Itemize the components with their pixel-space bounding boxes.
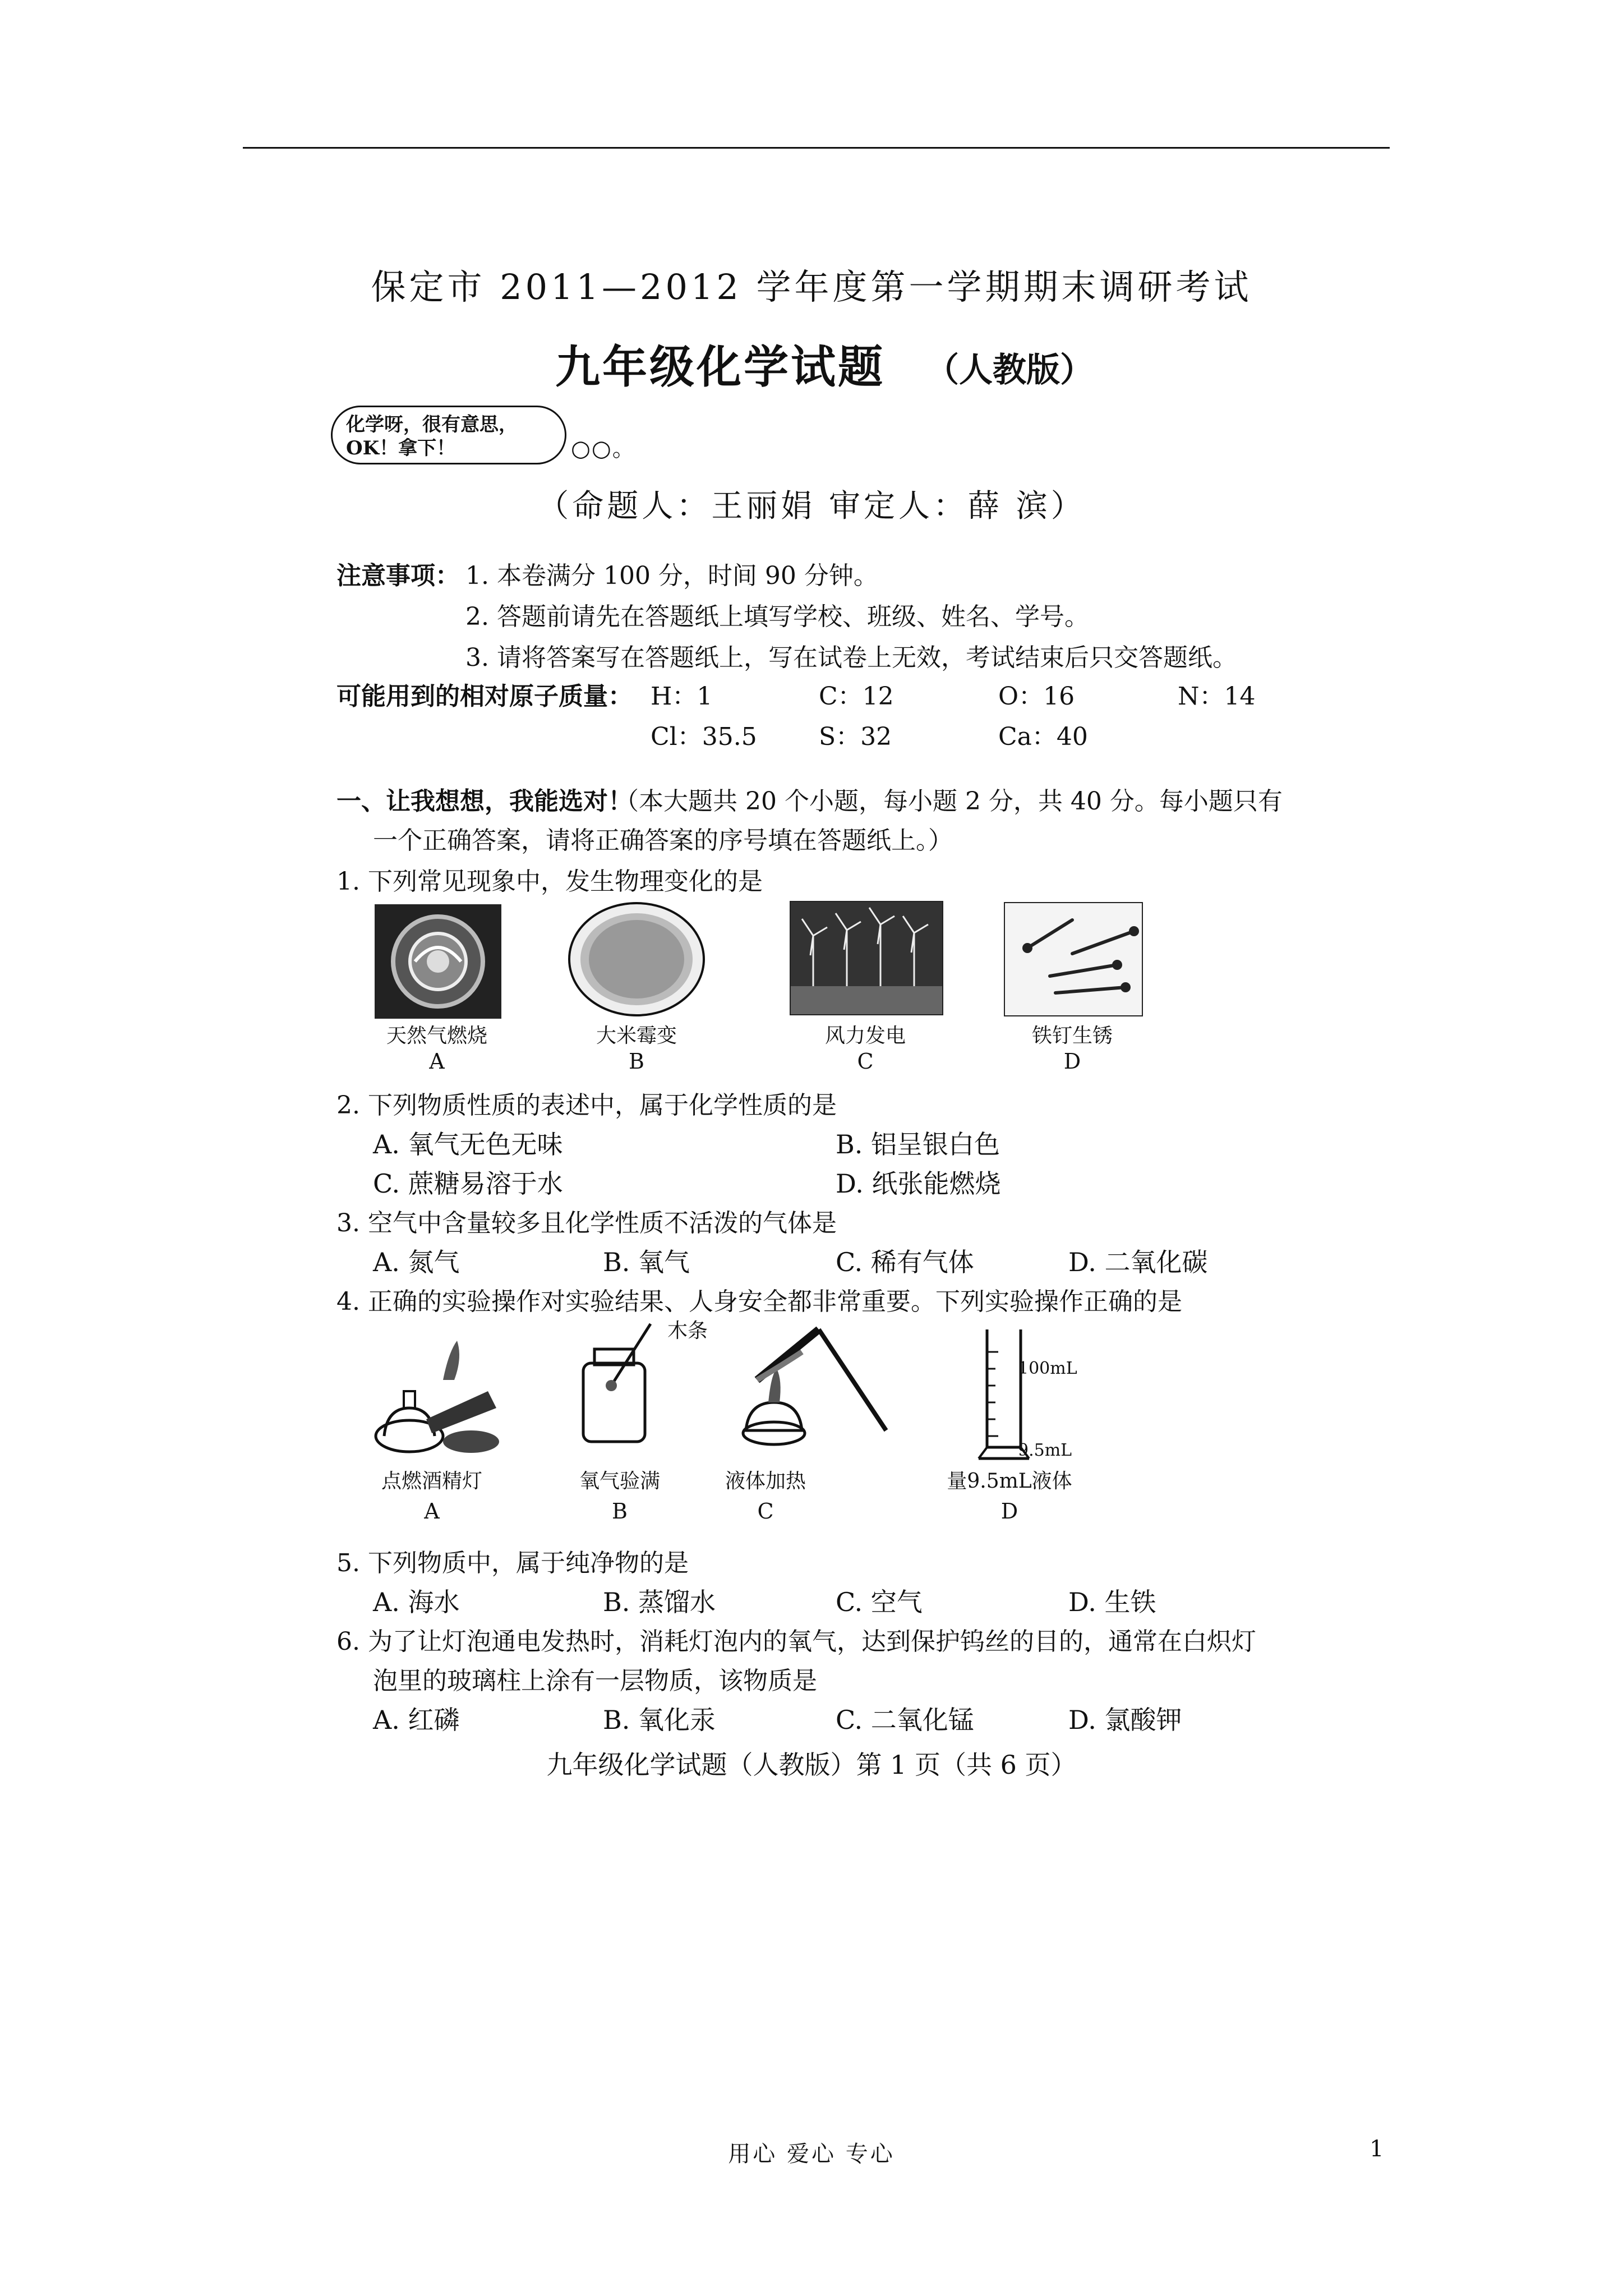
q4-image-c-heating — [723, 1318, 892, 1458]
q5-option-b: B. 蒸馏水 — [603, 1587, 716, 1617]
bubble-line-1: 化学呀，很有意思， — [346, 413, 518, 436]
q4-letter-b: B — [612, 1499, 628, 1524]
atomic-n: N：14 — [1178, 682, 1256, 711]
q2-stem: 2. 下列物质性质的表述中，属于化学性质的是 — [336, 1091, 837, 1120]
q3-option-d: D. 二氧化碳 — [1068, 1247, 1208, 1277]
q1-image-a-gas-flame — [375, 904, 501, 1019]
q6-option-a: A. 红磷 — [373, 1705, 460, 1735]
q2-option-d: D. 纸张能燃烧 — [836, 1168, 1001, 1199]
atomic-cl: Cl：35.5 — [651, 723, 757, 751]
q5-stem: 5. 下列物质中，属于纯净物的是 — [336, 1549, 689, 1577]
q5-option-d: D. 生铁 — [1068, 1587, 1156, 1617]
q1-caption-b: 大米霉变 — [596, 1024, 677, 1047]
atomic-ca: Ca：40 — [998, 723, 1088, 751]
q1-image-b-rice — [566, 898, 707, 1021]
footer-motto: 用心 爱心 专心 — [728, 2141, 895, 2167]
page-number: 1 — [1370, 2136, 1384, 2162]
exam-subtitle: 九年级化学试题 — [555, 341, 885, 393]
header-rule — [243, 147, 1390, 149]
q5-option-c: C. 空气 — [836, 1587, 923, 1617]
q4-image-b-oxygen-bottle — [566, 1318, 662, 1447]
q4-letter-c: C — [757, 1499, 774, 1524]
q4-stem: 4. 正确的实验操作对实验结果、人身安全都非常重要。下列实验操作正确的是 — [336, 1287, 1182, 1316]
q2-option-b: B. 铝呈银白色 — [836, 1129, 1000, 1159]
atomic-label: 可能用到的相对原子质量： — [336, 682, 633, 711]
q1-image-d-nails — [1004, 902, 1143, 1016]
q1-letter-b: B — [629, 1049, 644, 1074]
q4-caption-b: 氧气验满 — [579, 1470, 660, 1493]
q6-stem-1: 6. 为了让灯泡通电发热时，消耗灯泡内的氧气，达到保护钨丝的目的，通常在白炽灯 — [336, 1627, 1256, 1656]
section1-instruction-1: （本大题共 20 个小题，每小题 2 分，共 40 分。每小题只有 — [614, 787, 1283, 816]
bubble-line-2: OK！拿下！ — [346, 437, 456, 459]
section1-instruction-2: 一个正确答案，请将正确答案的序号填在答题纸上。） — [373, 826, 953, 855]
bubble-dots: ○○。 — [571, 436, 636, 462]
exam-edition: （人教版） — [925, 351, 1094, 390]
q4-letter-d: D — [1000, 1499, 1018, 1524]
q4-label-mutiao: 木条 — [667, 1319, 708, 1342]
q5-option-a: A. 海水 — [373, 1587, 460, 1617]
notes-label: 注意事项： — [336, 562, 460, 590]
q4-image-a-lamp — [365, 1329, 505, 1458]
q1-letter-a: A — [429, 1049, 445, 1074]
q4-letter-a: A — [424, 1499, 440, 1524]
q3-stem: 3. 空气中含量较多且化学性质不活泼的气体是 — [336, 1209, 837, 1237]
q3-option-c: C. 稀有气体 — [836, 1247, 974, 1277]
q4-caption-d: 量9.5mL液体 — [947, 1470, 1072, 1493]
q2-option-c: C. 蔗糖易溶于水 — [373, 1168, 563, 1199]
q1-image-c-wind-power — [790, 901, 943, 1015]
q4-label-95ml: 9.5mL — [1018, 1441, 1072, 1460]
q6-stem-2: 泡里的玻璃柱上涂有一层物质，该物质是 — [373, 1667, 817, 1695]
atomic-h: H：1 — [651, 682, 713, 711]
q3-option-a: A. 氮气 — [373, 1247, 460, 1277]
speech-bubble — [331, 406, 566, 464]
q1-letter-d: D — [1063, 1049, 1081, 1074]
q1-letter-c: C — [857, 1049, 874, 1074]
q6-option-d: D. 氯酸钾 — [1068, 1705, 1182, 1735]
section1-heading: 一、让我想想，我能选对！ — [336, 787, 633, 816]
q6-option-c: C. 二氧化锰 — [836, 1705, 974, 1735]
q4-caption-a: 点燃酒精灯 — [381, 1470, 482, 1493]
authors-line: （命题人：王丽娟 审定人：薛 滨） — [537, 488, 1086, 524]
note-item-2: 2. 答题前请先在答题纸上填写学校、班级、姓名、学号。 — [465, 602, 1089, 631]
note-item-1: 1. 本卷满分 100 分，时间 90 分钟。 — [465, 562, 878, 590]
q3-option-b: B. 氧气 — [603, 1247, 690, 1277]
q6-option-b: B. 氧化汞 — [603, 1705, 716, 1735]
note-item-3: 3. 请将答案写在答题纸上，写在试卷上无效，考试结束后只交答题纸。 — [465, 643, 1237, 672]
footer-page-label: 九年级化学试题（人教版）第 1 页（共 6 页） — [546, 1750, 1077, 1780]
q1-caption-d: 铁钉生锈 — [1031, 1024, 1113, 1047]
atomic-c: C：12 — [819, 682, 894, 711]
q1-caption-c: 风力发电 — [824, 1024, 906, 1047]
q1-caption-a: 天然气燃烧 — [386, 1024, 487, 1047]
atomic-s: S：32 — [819, 723, 892, 751]
exam-title: 保定市 2011—2012 学年度第一学期期末调研考试 — [371, 266, 1252, 307]
q4-label-100ml: 100mL — [1018, 1359, 1077, 1378]
atomic-o: O：16 — [998, 682, 1075, 711]
q1-stem: 1. 下列常见现象中，发生物理变化的是 — [336, 867, 763, 896]
q2-option-a: A. 氧气无色无味 — [373, 1129, 563, 1159]
q4-caption-c: 液体加热 — [725, 1470, 806, 1493]
